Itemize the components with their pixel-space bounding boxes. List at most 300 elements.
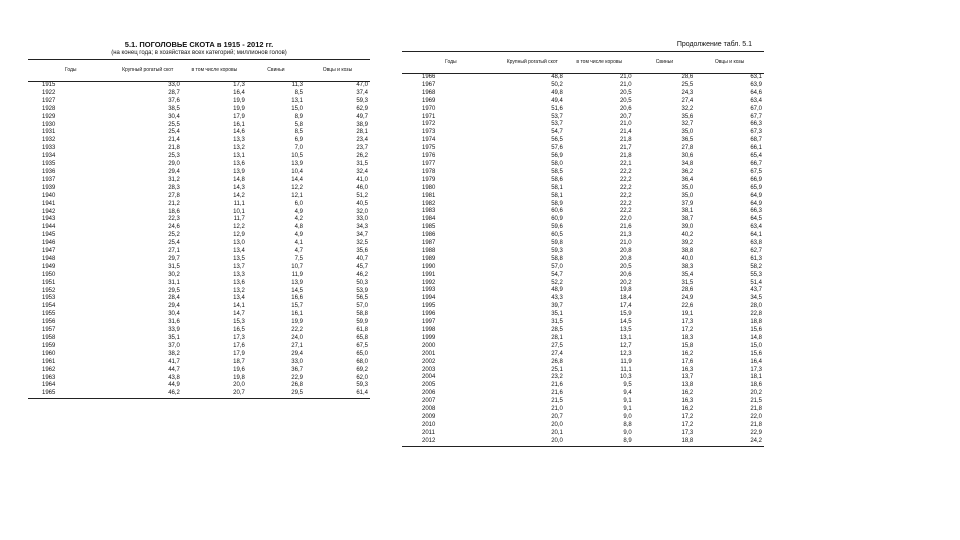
cell-sheep-goats: 51,2 [356, 192, 368, 199]
cell-year: 1987 [422, 240, 436, 247]
col-header-cows: в том числе коровы [182, 60, 247, 82]
cell-pigs: 36,5 [681, 137, 694, 144]
table-row [28, 193, 370, 201]
cell-sheep-goats: 38,9 [356, 121, 368, 128]
table-row [402, 303, 764, 311]
cell-cows: 21,0 [619, 74, 632, 80]
cell-cattle: 22,3 [168, 216, 180, 223]
cell-pigs: 17,2 [681, 413, 694, 420]
cell-pigs: 15,8 [681, 342, 694, 349]
cell-sheep-goats: 68,7 [750, 137, 762, 144]
cell-cows: 21,8 [619, 153, 632, 160]
cell-sheep-goats: 55,3 [750, 271, 762, 278]
cell-year: 1962 [42, 366, 56, 373]
cell-pigs: 35,0 [681, 184, 694, 191]
cell-cattle: 27,5 [551, 342, 563, 349]
cell-cattle: 60,6 [551, 208, 563, 215]
table-row [402, 193, 764, 201]
cell-cattle: 29,0 [168, 161, 180, 168]
cell-cattle: 31,5 [551, 319, 563, 326]
cell-cows: 20,0 [233, 382, 245, 389]
cell-pigs: 13,1 [291, 97, 303, 104]
cell-cattle: 30,2 [168, 271, 180, 278]
cell-cows: 9,1 [623, 406, 632, 413]
cell-cattle: 27,1 [168, 248, 180, 255]
cell-pigs: 27,8 [681, 145, 694, 152]
cell-sheep-goats: 20,2 [750, 390, 762, 397]
cell-pigs: 7,5 [294, 255, 303, 262]
cell-pigs: 5,8 [294, 121, 303, 128]
cell-cows: 9,5 [623, 382, 632, 389]
cell-sheep-goats: 34,3 [356, 224, 368, 231]
table-row [402, 137, 764, 145]
cell-cows: 17,9 [233, 113, 245, 120]
cell-year: 1972 [422, 121, 436, 128]
cell-cattle: 21,6 [551, 390, 563, 397]
cell-pigs: 19,9 [291, 319, 303, 326]
cell-cows: 19,6 [233, 366, 245, 373]
table-row [402, 327, 764, 335]
cell-year: 2003 [422, 366, 436, 373]
cell-year: 1978 [422, 168, 436, 175]
cell-pigs: 10,5 [291, 153, 303, 160]
cell-pigs: 13,9 [291, 279, 303, 286]
cell-pigs: 35,0 [681, 129, 694, 136]
table-row [402, 177, 764, 185]
cell-pigs: 30,6 [681, 153, 694, 160]
cell-sheep-goats: 18,6 [750, 382, 762, 389]
cell-cows: 16,1 [233, 121, 245, 128]
cell-sheep-goats: 28,0 [750, 303, 762, 310]
cell-year: 1932 [42, 137, 56, 144]
cell-cattle: 35,1 [168, 335, 180, 341]
cell-sheep-goats: 57,0 [356, 303, 368, 310]
cell-cows: 13,4 [233, 295, 245, 302]
cell-cows: 21,7 [619, 145, 632, 152]
cell-cattle: 37,0 [168, 342, 180, 349]
cell-cattle: 58,9 [551, 200, 563, 207]
cell-year: 1937 [42, 176, 56, 183]
cell-pigs: 40,2 [681, 232, 694, 239]
cell-pigs: 4,1 [294, 240, 303, 247]
cell-pigs: 18,3 [681, 334, 694, 341]
table-row [28, 161, 370, 169]
cell-sheep-goats: 31,5 [356, 161, 368, 168]
cell-cattle: 24,6 [168, 224, 180, 231]
cell-year: 1989 [422, 255, 436, 262]
cell-cows: 13,2 [233, 287, 245, 294]
cell-sheep-goats: 45,7 [356, 263, 368, 270]
table-row [402, 90, 764, 98]
cell-year: 1986 [422, 232, 436, 239]
cell-sheep-goats: 21,8 [750, 406, 762, 413]
cell-year: 2007 [422, 398, 436, 405]
cell-pigs: 38,8 [681, 247, 694, 254]
cell-sheep-goats: 65,8 [356, 335, 368, 341]
cell-year: 1946 [42, 240, 56, 247]
cell-sheep-goats: 32,4 [356, 168, 368, 175]
cell-cattle: 39,7 [551, 303, 563, 310]
cell-pigs: 16,3 [681, 398, 694, 405]
cell-sheep-goats: 67,3 [750, 129, 762, 136]
cell-cows: 22,2 [619, 176, 632, 183]
cell-sheep-goats: 43,7 [750, 287, 762, 294]
cell-cows: 20,8 [619, 255, 632, 262]
cell-year: 1959 [42, 342, 56, 349]
table-row [28, 114, 370, 122]
table-row [402, 367, 764, 375]
table-row [402, 216, 764, 224]
table-row [402, 169, 764, 177]
cell-cows: 22,2 [619, 192, 632, 199]
cell-sheep-goats: 63,4 [750, 224, 762, 231]
cell-pigs: 4,7 [294, 248, 303, 255]
cell-sheep-goats: 61,8 [356, 327, 368, 334]
cell-sheep-goats: 67,5 [750, 168, 762, 175]
cell-year: 1958 [42, 335, 56, 341]
cell-pigs: 36,7 [291, 366, 303, 373]
cell-pigs: 38,1 [681, 208, 694, 215]
cell-cattle: 31,5 [168, 263, 180, 270]
cell-cows: 9,1 [623, 398, 632, 405]
cell-cattle: 50,2 [551, 81, 563, 88]
cell-year: 2001 [422, 350, 436, 357]
cell-cattle: 52,2 [551, 279, 563, 286]
cell-cattle: 57,6 [551, 145, 563, 152]
cell-year: 1948 [42, 255, 56, 262]
livestock-table-right [402, 51, 764, 447]
cell-sheep-goats: 21,5 [750, 398, 762, 405]
cell-sheep-goats: 63,8 [750, 240, 762, 247]
table-row [28, 169, 370, 177]
cell-cattle: 56,5 [551, 137, 563, 144]
cell-pigs: 4,2 [294, 216, 303, 223]
cell-cattle: 53,7 [551, 121, 563, 128]
cell-pigs: 15,7 [291, 303, 303, 310]
table-row [402, 240, 764, 248]
cell-cows: 9,4 [623, 390, 632, 397]
cell-cattle: 38,5 [168, 105, 180, 112]
cell-year: 1967 [422, 81, 436, 88]
table-row [28, 390, 370, 398]
cell-year: 1973 [422, 129, 436, 136]
cell-year: 1992 [422, 279, 436, 286]
table-row [402, 121, 764, 129]
table-row [402, 74, 764, 82]
cell-pigs: 15,0 [291, 105, 303, 112]
cell-cattle: 21,5 [551, 398, 563, 405]
cell-cows: 15,9 [619, 311, 632, 318]
cell-cows: 20,5 [619, 263, 632, 270]
cell-cattle: 25,4 [168, 129, 180, 136]
table-row [28, 177, 370, 185]
cell-year: 1944 [42, 224, 56, 231]
cell-sheep-goats: 65,9 [750, 184, 762, 191]
cell-cattle: 21,2 [168, 200, 180, 207]
cell-year: 1971 [422, 113, 436, 120]
cell-cows: 14,7 [233, 311, 245, 318]
cell-pigs: 19,1 [681, 311, 694, 318]
table-row [28, 216, 370, 224]
table-row [402, 295, 764, 303]
cell-pigs: 14,4 [291, 176, 303, 183]
cell-cattle: 59,6 [551, 224, 563, 231]
cell-cows: 11,7 [233, 216, 245, 223]
cell-sheep-goats: 15,0 [750, 342, 762, 349]
cell-cattle: 27,4 [551, 350, 563, 357]
cell-pigs: 13,8 [681, 382, 694, 389]
cell-cows: 13,9 [233, 168, 245, 175]
cell-cows: 13,1 [233, 153, 245, 160]
cell-year: 1970 [422, 105, 436, 112]
cell-year: 1957 [42, 327, 56, 334]
cell-cows: 13,7 [233, 263, 245, 270]
cell-cows: 13,6 [233, 279, 245, 286]
cell-cattle: 20,1 [551, 429, 563, 436]
cell-sheep-goats: 59,9 [356, 319, 368, 326]
cell-cattle: 21,8 [168, 145, 180, 152]
cell-year: 1979 [422, 176, 436, 183]
title-block [28, 40, 370, 57]
cell-year: 2006 [422, 390, 436, 397]
cell-sheep-goats: 15,6 [750, 350, 762, 357]
cell-cattle: 30,4 [168, 311, 180, 318]
cell-year: 1915 [42, 82, 56, 88]
cell-cattle: 21,4 [168, 137, 180, 144]
cell-sheep-goats: 32,0 [356, 208, 368, 215]
cell-sheep-goats: 51,4 [750, 279, 762, 286]
cell-pigs: 16,2 [681, 350, 694, 357]
cell-cows: 19,8 [233, 374, 245, 381]
cell-pigs: 31,5 [681, 279, 694, 286]
cell-pigs: 11,3 [291, 82, 303, 88]
cell-year: 1964 [42, 382, 56, 389]
cell-pigs: 11,9 [291, 271, 303, 278]
cell-pigs: 39,0 [681, 224, 694, 231]
cell-pigs: 10,7 [291, 263, 303, 270]
right-table-section [402, 40, 764, 447]
cell-cattle: 25,5 [168, 121, 180, 128]
cell-year: 1952 [42, 287, 56, 294]
cell-cattle: 28,4 [168, 295, 180, 302]
cell-pigs: 22,9 [291, 374, 303, 381]
cell-pigs: 40,0 [681, 255, 694, 262]
cell-sheep-goats: 61,3 [750, 255, 762, 262]
cell-year: 1954 [42, 303, 56, 310]
table-row [402, 351, 764, 359]
table-row [402, 398, 764, 406]
cell-cows: 13,3 [233, 271, 245, 278]
cell-year: 1983 [422, 208, 436, 215]
cell-cows: 16,4 [233, 89, 245, 96]
cell-cows: 19,9 [233, 97, 245, 104]
cell-year: 1994 [422, 295, 436, 302]
cell-year: 1955 [42, 311, 56, 318]
table-row [28, 98, 370, 106]
cell-year: 1922 [42, 89, 56, 96]
cell-sheep-goats: 64,9 [750, 192, 762, 199]
table-row [402, 374, 764, 382]
cell-year: 1942 [42, 208, 56, 215]
table-row [28, 248, 370, 256]
cell-cattle: 31,6 [168, 319, 180, 326]
cell-cattle: 60,9 [551, 216, 563, 223]
cell-cattle: 38,2 [168, 350, 180, 357]
cell-pigs: 17,2 [681, 421, 694, 428]
cell-sheep-goats: 28,1 [356, 129, 368, 136]
cell-cattle: 35,1 [551, 311, 563, 318]
cell-cattle: 29,4 [168, 303, 180, 310]
header-row [402, 52, 764, 74]
cell-year: 1939 [42, 184, 56, 191]
cell-year: 1998 [422, 327, 436, 333]
cell-pigs: 29,5 [247, 390, 305, 398]
cell-sheep-goats: 62,7 [750, 247, 762, 254]
table-row [28, 335, 370, 343]
table-row [28, 280, 370, 288]
cell-cattle: 33,9 [168, 327, 180, 334]
cell-cows: 13,5 [233, 255, 245, 262]
table-row [28, 224, 370, 232]
cell-year: 1930 [42, 121, 56, 128]
cell-sheep-goats: 66,9 [750, 176, 762, 183]
cell-pigs: 4,9 [294, 232, 303, 239]
cell-year: 1981 [422, 192, 436, 199]
table-row [402, 161, 764, 169]
cell-sheep-goats: 24,2 [695, 438, 764, 446]
cell-sheep-goats: 59,3 [356, 97, 368, 104]
table-row [402, 114, 764, 122]
cell-cattle: 33,0 [168, 82, 180, 88]
col-header-cattle: Крупный рогатый скот [114, 60, 182, 82]
table-row [28, 264, 370, 272]
cell-year: 1975 [422, 145, 436, 152]
cell-cattle: 54,7 [551, 129, 563, 136]
cell-cattle: 49,4 [551, 97, 563, 104]
table-row [28, 311, 370, 319]
table-row [28, 351, 370, 359]
cell-cows: 21,3 [619, 232, 632, 239]
cell-sheep-goats: 67,0 [750, 105, 762, 112]
cell-pigs: 16,3 [681, 366, 694, 373]
cell-year: 1928 [42, 105, 56, 112]
table-row [402, 153, 764, 161]
cell-year: 1977 [422, 160, 436, 167]
cell-cattle: 28,5 [551, 327, 563, 333]
cell-cows: 19,8 [619, 287, 632, 294]
cell-cattle: 30,4 [168, 113, 180, 120]
cell-sheep-goats: 14,8 [750, 334, 762, 341]
cell-cattle: 58,8 [551, 255, 563, 262]
table-row [402, 256, 764, 264]
table-row [28, 382, 370, 390]
col-header-year: Годы [28, 60, 114, 82]
cell-pigs: 13,9 [291, 161, 303, 168]
cell-cows: 13,3 [233, 137, 245, 144]
cell-pigs: 16,2 [681, 390, 694, 397]
cell-pigs: 16,2 [681, 406, 694, 413]
cell-cows: 16,5 [233, 327, 245, 334]
cell-pigs: 13,7 [681, 374, 694, 381]
cell-cows: 14,1 [233, 303, 245, 310]
cell-pigs: 12,1 [291, 192, 303, 199]
cell-year: 1940 [42, 192, 56, 199]
cell-sheep-goats: 68,0 [356, 358, 368, 365]
table-row [28, 256, 370, 264]
cell-cows: 17,6 [233, 342, 245, 349]
table-row [28, 319, 370, 327]
cell-sheep-goats: 64,1 [750, 232, 762, 239]
cell-cattle: 29,4 [168, 168, 180, 175]
cell-pigs: 24,9 [681, 295, 694, 302]
table-row [402, 129, 764, 137]
cell-cattle: 58,0 [551, 160, 563, 167]
cell-cows: 8,9 [565, 438, 634, 446]
cell-pigs: 4,9 [294, 208, 303, 215]
cell-pigs: 32,7 [681, 121, 694, 128]
cell-pigs: 24,3 [681, 89, 694, 96]
cell-cattle: 59,3 [551, 247, 563, 254]
cell-cows: 22,2 [619, 184, 632, 191]
table-row [402, 311, 764, 319]
cell-cattle: 43,8 [168, 374, 180, 381]
cell-year: 1993 [422, 287, 436, 294]
cell-pigs: 37,9 [681, 200, 694, 207]
cell-year: 1991 [422, 271, 436, 278]
col-header-pigs: Свиньи [634, 52, 696, 74]
cell-cows: 20,7 [182, 390, 247, 398]
cell-year: 2008 [422, 406, 436, 413]
cell-year: 1941 [42, 200, 56, 207]
cell-sheep-goats: 34,7 [356, 232, 368, 239]
col-header-sheep-goats: Овцы и козы [305, 60, 370, 82]
cell-sheep-goats: 64,9 [750, 200, 762, 207]
cell-cattle: 27,8 [168, 192, 180, 199]
cell-year: 1933 [42, 145, 56, 152]
cell-cows: 13,0 [233, 240, 245, 247]
cell-sheep-goats: 50,3 [356, 279, 368, 286]
cell-sheep-goats: 46,0 [356, 184, 368, 191]
cell-cattle: 26,8 [551, 358, 563, 365]
cell-cows: 10,3 [619, 374, 632, 381]
cell-cattle: 58,1 [551, 184, 563, 191]
cell-cows: 12,2 [233, 224, 245, 231]
table-row [28, 185, 370, 193]
cell-cows: 17,9 [233, 350, 245, 357]
cell-sheep-goats: 67,5 [356, 342, 368, 349]
cell-pigs: 8,5 [294, 129, 303, 136]
cell-year: 1985 [422, 224, 436, 231]
cell-sheep-goats: 21,8 [750, 421, 762, 428]
cell-cattle: 25,2 [168, 232, 180, 239]
cell-sheep-goats: 66,7 [750, 160, 762, 167]
cell-pigs: 26,8 [291, 382, 303, 389]
cell-cows: 21,0 [619, 81, 632, 88]
cell-pigs: 36,2 [681, 168, 694, 175]
cell-cattle: 48,9 [551, 287, 563, 294]
cell-cows: 12,3 [619, 350, 632, 357]
col-header-cattle: Крупный рогатый скот [500, 52, 565, 74]
cell-sheep-goats: 63,4 [750, 97, 762, 104]
cell-sheep-goats: 37,4 [356, 89, 368, 96]
cell-cattle: 29,5 [168, 287, 180, 294]
cell-cattle: 37,6 [168, 97, 180, 104]
cell-year: 1960 [42, 350, 56, 357]
cell-cows: 20,6 [619, 271, 632, 278]
cell-cows: 18,4 [619, 295, 632, 302]
cell-cows: 22,1 [619, 160, 632, 167]
cell-year: 1929 [42, 113, 56, 120]
